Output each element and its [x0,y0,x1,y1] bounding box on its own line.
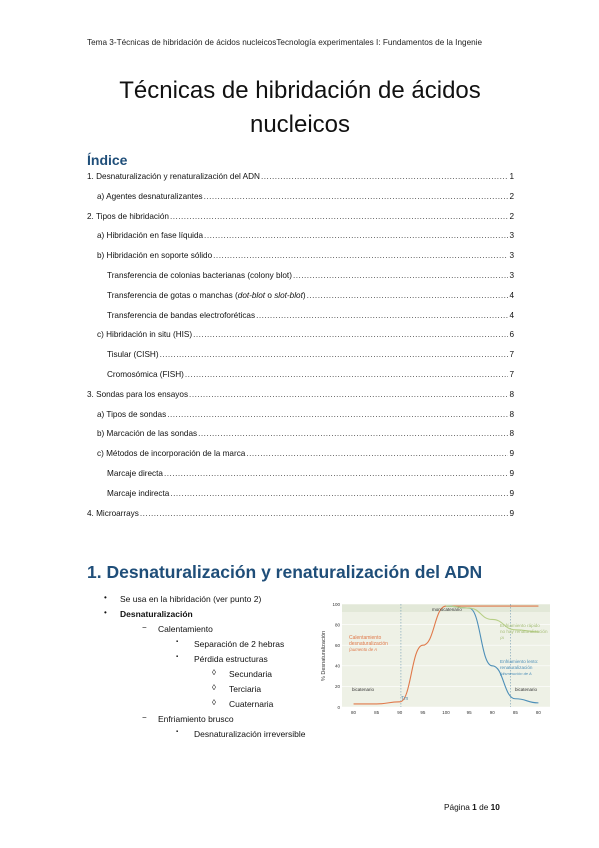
toc-entry-page: 7 [509,369,514,379]
toc-entry-label: b) Marcación de las sondas [97,429,198,439]
title-line-1: Técnicas de hibridación de ácidos [119,77,481,104]
annotation-bicatenario-right: bicatenario [515,687,538,692]
toc-entry-page: 9 [509,449,514,459]
toc-entry-label: 4. Microarrays [87,508,139,518]
annotation-tm: Tm [401,696,409,702]
square-marker: ▪ [176,639,179,645]
y-tick-label: 100 [332,601,340,607]
toc-entry-label: Transferencia de gotas o manchas (dot-blot o slot-blot) [107,290,306,300]
square-marker: ▪ [176,654,179,660]
x-tick-label: 80 [351,710,357,715]
title-line-2: nucleicos [249,111,351,138]
bullet-text: Pérdida estructuras [194,654,268,664]
bullet-text: Cuaternaria [229,699,274,709]
toc-entry-page: 2 [509,191,514,201]
annotation-heat-3: (aumento de A [349,647,378,652]
toc-entry[interactable] [87,370,514,390]
annotation-slow-2: renaturalización [500,665,533,670]
bullet-marker: • [104,593,107,602]
bullet-marker: • [104,608,107,617]
toc-entry-label: c) Hibridación in situ (HIS) [97,330,193,340]
bullet-text: Desnaturalización [120,609,193,619]
annotation-heat-1: Calentamiento [349,635,382,641]
toc-entry-page: 3 [509,251,514,261]
x-tick-label: 85 [374,710,380,715]
toc-entry[interactable] [87,311,514,331]
y-tick-label: 60 [334,643,340,648]
toc-entry-page: 4 [509,310,514,320]
annotation-fast-2: no hay renaturalización [500,629,548,634]
bullet-text: Desnaturalización irreversible [194,729,306,739]
toc-entry-label: a) Tipos de sondas [97,409,167,419]
toc-entry-page: 2 [509,211,514,221]
toc-entry-label: Transferencia de colonias bacterianas (colony blot) [107,270,292,280]
y-tick-label: 80 [334,622,340,628]
y-tick-label: 20 [334,684,340,690]
toc-entry-label: 3. Sondas para los ensayos [87,389,189,399]
y-axis-label: % Desnaturalización [321,630,327,682]
dash-marker: − [142,713,147,722]
toc-em-slot-blot: slot-blot [274,290,303,300]
toc-entry[interactable] [87,429,514,449]
toc-entry[interactable] [87,231,514,251]
y-tick-label: 0 [337,704,340,710]
toc-entry-page: 9 [509,508,514,518]
toc-entry-label: Cromosómica (FISH) [107,369,184,379]
toc-em-dot-blot: dot-blot [237,290,266,300]
toc-entry[interactable] [87,410,514,430]
toc-entry-label: a) Agentes desnaturalizantes [97,191,203,201]
diamond-marker: ◊ [212,698,216,707]
annotation-slow-3: (disminución de A [500,671,532,676]
annotation-slow-1: Enfriamiento lento: [500,659,539,664]
x-tick-label: 85 [512,710,518,715]
toc-entry-label: Marcaje directa [107,468,163,478]
toc-entry-label: Transferencia de bandas electroforéticas [107,310,256,320]
bullet-text: Calentamiento [158,624,213,634]
bullet-text: Separación de 2 hebras [194,639,285,649]
toc-entry-page: 9 [509,468,514,478]
bullet-text: Terciaria [229,684,262,694]
diamond-marker: ◊ [212,668,216,677]
toc-entry[interactable] [87,251,514,271]
toc-entry[interactable] [87,350,514,370]
toc-entry-page: 8 [509,389,514,399]
toc-entry-page: 7 [509,350,514,360]
toc-entry[interactable] [87,489,514,509]
toc-entry-page: 1 [509,172,514,181]
toc-entry[interactable] [87,469,514,489]
annotation-monocatenario: monocatenario [432,607,462,612]
diamond-marker: ◊ [212,683,216,692]
toc-entry[interactable] [87,330,514,350]
toc-entry[interactable] [87,172,514,192]
toc-entry[interactable] [87,212,514,232]
toc-entry-page: 8 [509,409,514,419]
footer-page-number: 1 [472,802,477,812]
toc-entry-label: 2. Tipos de hibridación [87,211,169,221]
running-header: Tema 3-Técnicas de hibridación de ácidos nucleicosTecnología experimentales I: Fundamentos de la Ingenie [87,38,483,47]
bullet-text: Secundaria [229,669,273,679]
denaturation-chart [312,596,557,722]
toc-entry[interactable] [87,271,514,291]
y-tick-label: 40 [334,663,340,669]
x-tick-label: 90 [489,710,495,715]
toc-entry[interactable] [87,509,514,529]
bullet-text: Enfriamiento brusco [158,714,234,724]
section-heading: 1. Desnaturalización y renaturalización del ADN [87,562,483,582]
x-tick-label: 95 [466,710,472,715]
bullet-text: Se usa en la hibridación (ver punto 2) [120,594,262,604]
x-tick-label: 100 [442,710,450,715]
toc-entry-label: Tisular (CISH) [107,350,159,360]
toc-entry[interactable] [87,449,514,469]
toc-entry-page: 3 [509,270,514,280]
annotation-heat-2: desnaturalización [349,641,388,647]
toc-entry-label: c) Métodos de incorporación de la marca [97,449,246,459]
toc-entry-label: 1. Desnaturalización y renaturalización del ADN [87,172,260,181]
toc-entry[interactable] [87,291,514,311]
page-footer [444,802,500,812]
toc-entry-page: 9 [509,488,514,498]
index-heading: Índice [87,152,128,168]
toc-entry-label: Marcaje indirecta [107,488,170,498]
toc-entry-page: 3 [509,231,514,241]
toc-entry[interactable] [87,390,514,410]
toc-entry-page: 6 [509,330,514,340]
footer-of-word: de [479,802,489,812]
x-tick-label: 80 [535,710,541,715]
toc-entry-label: b) Hibridación en soporte sólido [97,251,213,261]
footer-total-pages: 10 [490,802,500,812]
footer-page-word: Página [444,802,470,812]
toc-entry-label: a) Hibridación en fase líquida [97,231,204,241]
annotation-bicatenario-left: bicatenario [352,687,375,692]
table-of-contents [87,172,514,528]
annotation-fast-3: (A [500,635,504,640]
square-marker: ▪ [176,729,179,735]
x-tick-label: 95 [420,710,426,715]
toc-entry-page: 4 [509,290,514,300]
toc-entry[interactable] [87,192,514,212]
dash-marker: − [142,623,147,632]
annotation-fast-1: Enfriamiento rápido [500,623,540,628]
document-title [80,74,520,142]
x-tick-label: 90 [397,710,403,715]
toc-entry-page: 8 [509,429,514,439]
